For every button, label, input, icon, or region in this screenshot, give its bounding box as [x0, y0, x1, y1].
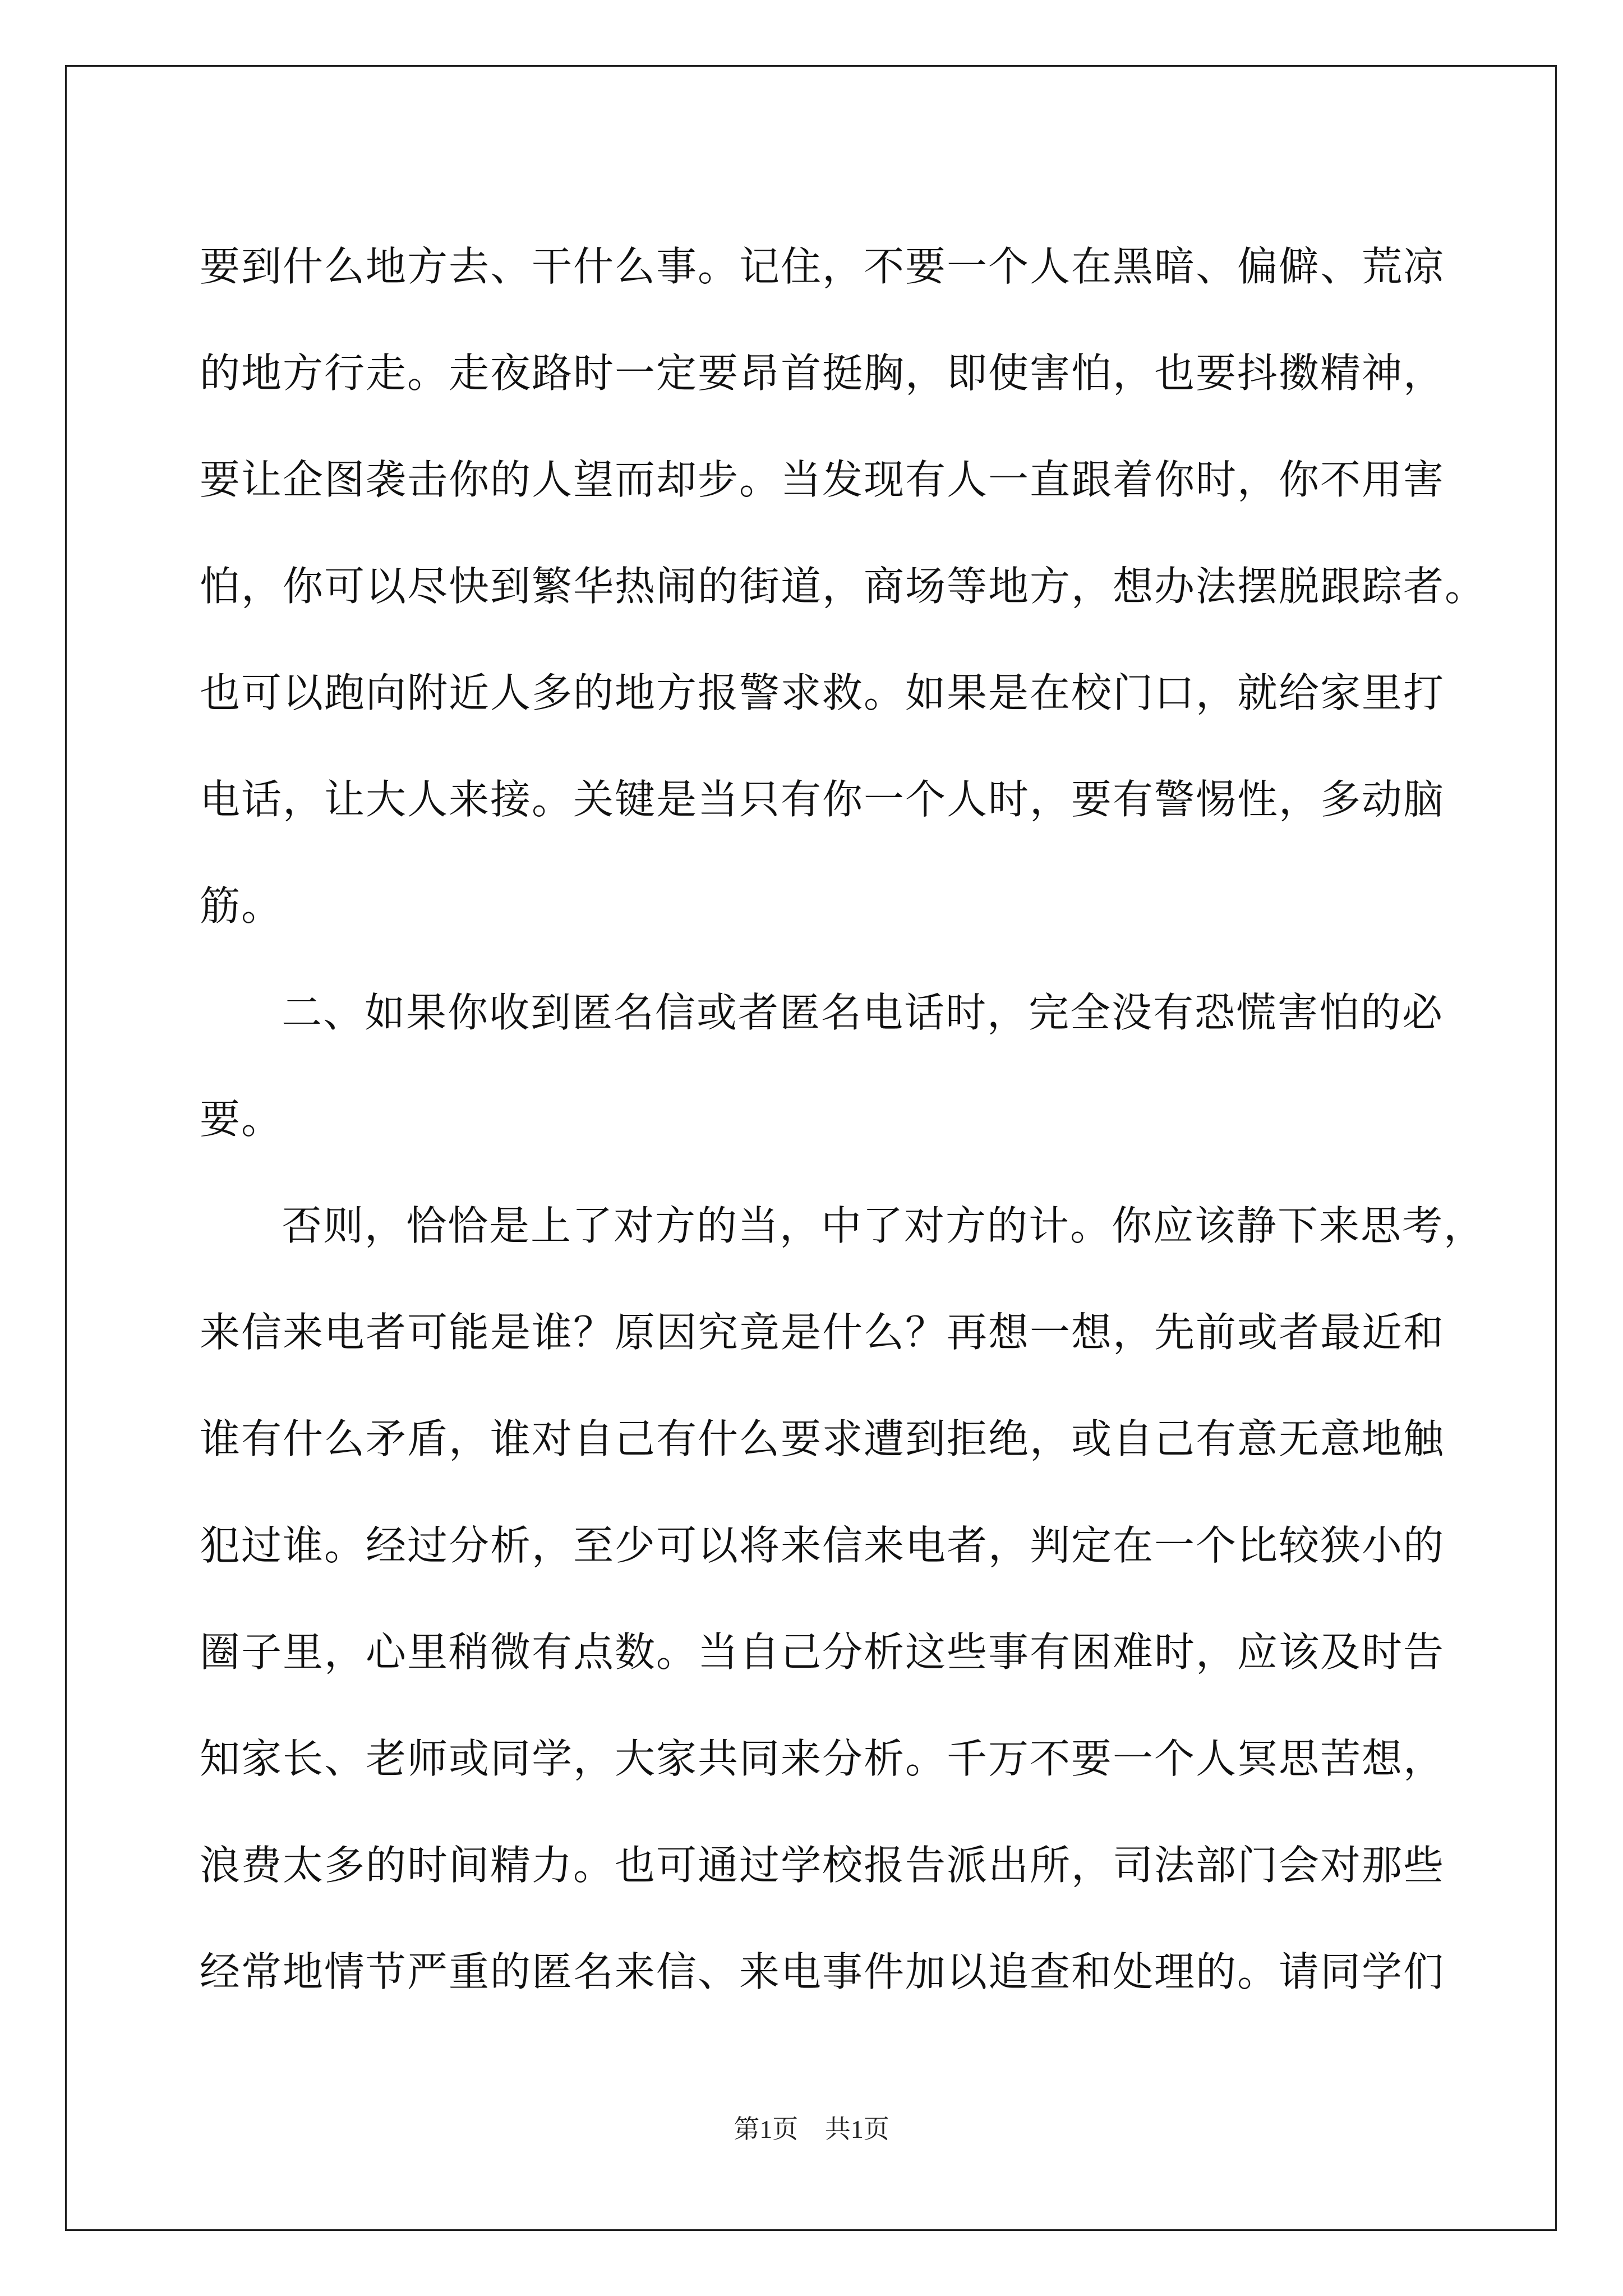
text-line-8: 二、如果你收到匿名信或者匿名电话时，完全没有恐慌害怕的必 — [282, 989, 1444, 1036]
text-line-3: 要让企图袭击你的人望而却步。当发现有人一直跟着你时，你不用害 — [200, 456, 1445, 503]
text-line-5: 也可以跑向附近人多的地方报警求救。如果是在校门口，就给家里打 — [200, 669, 1445, 716]
text-line-2: 的地方行走。走夜路时一定要昂首挺胸，即使害怕，也要抖擞精神， — [200, 349, 1445, 397]
text-line-9: 要。 — [200, 1096, 283, 1143]
text-line-4: 怕，你可以尽快到繁华热闹的街道，商场等地方，想办法摆脱跟踪者。 — [200, 563, 1487, 610]
page-number: 第1页 — [734, 2115, 799, 2143]
text-line-14: 圈子里，心里稍微有点数。当自己分析这些事有困难时，应该及时告 — [200, 1628, 1445, 1676]
text-line-15: 知家长、老师或同学，大家共同来分析。千万不要一个人冥思苦想， — [200, 1735, 1445, 1782]
text-line-17: 经常地情节严重的匿名来信、来电事件加以追查和处理的。请同学们 — [200, 1948, 1445, 1995]
text-line-7: 筋。 — [200, 882, 283, 930]
text-line-16: 浪费太多的时间精力。也可通过学校报告派出所，司法部门会对那些 — [200, 1842, 1445, 1889]
text-line-10: 否则，恰恰是上了对方的当，中了对方的计。你应该静下来思考， — [282, 1202, 1486, 1249]
text-line-1: 要到什么地方去、干什么事。记住，不要一个人在黑暗、偏僻、荒凉 — [200, 243, 1445, 290]
page-total: 共1页 — [824, 2115, 889, 2143]
text-line-6: 电话，让大人来接。关键是当只有你一个人时，要有警惕性，多动脑 — [200, 776, 1445, 823]
text-line-13: 犯过谁。经过分析，至少可以将来信来电者，判定在一个比较狭小的 — [200, 1522, 1445, 1569]
text-line-12: 谁有什么矛盾，谁对自己有什么要求遭到拒绝，或自己有意无意地触 — [200, 1415, 1445, 1462]
text-line-11: 来信来电者可能是谁？原因究竟是什么？再想一想，先前或者最近和 — [200, 1309, 1445, 1356]
page-footer — [0, 2113, 1623, 2146]
document-body — [200, 213, 1487, 2025]
